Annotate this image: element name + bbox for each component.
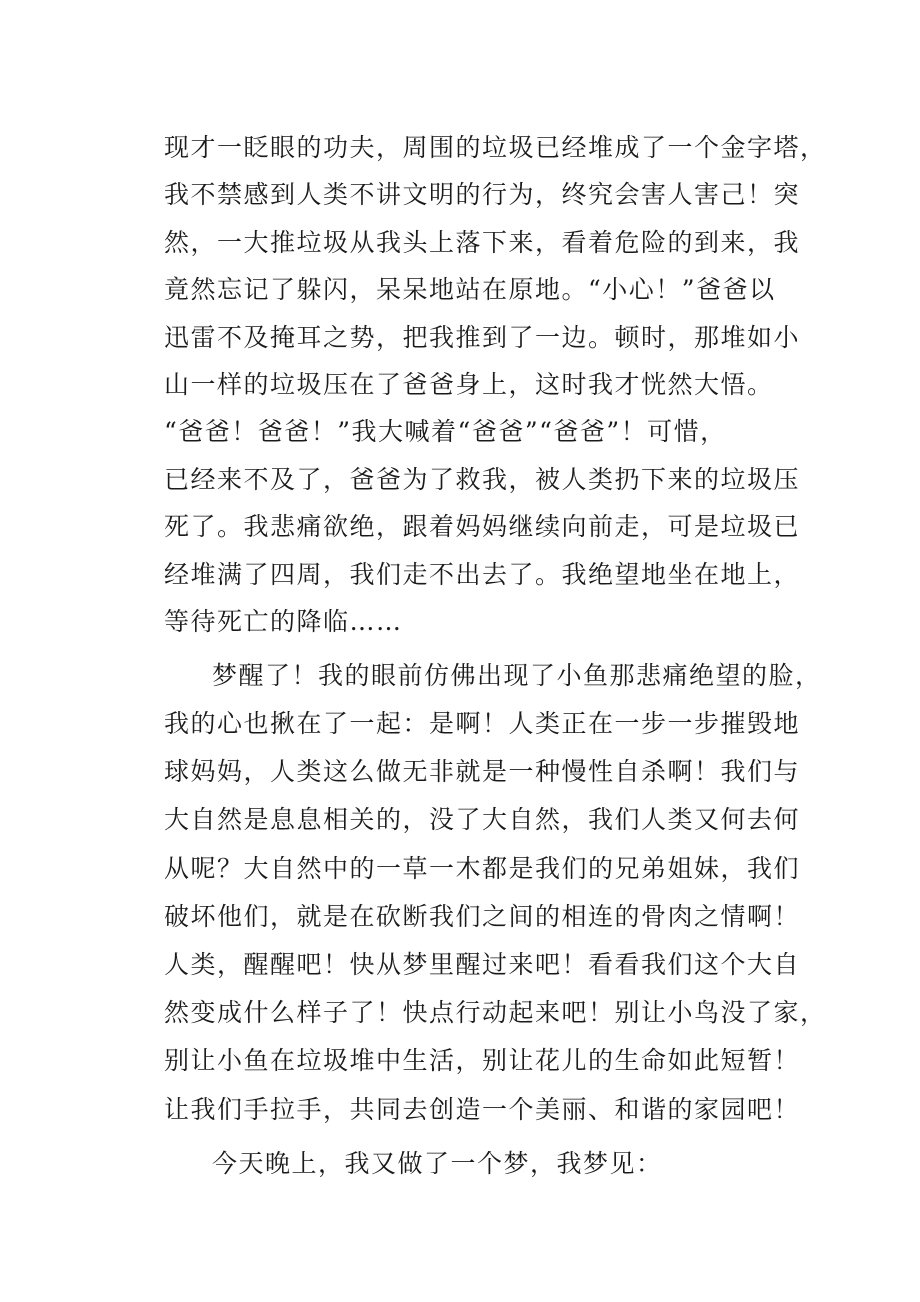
text-line: 现才一眨眼的功夫，周围的垃圾已经堆成了一个金字塔，	[164, 133, 827, 162]
text-line: 球妈妈，人类这么做无非就是一种慢性自杀啊！我们与	[164, 757, 801, 786]
text-line: 我不禁感到人类不讲文明的行为，终究会害人害己！突	[164, 180, 801, 209]
text-line: 死了。我悲痛欲绝，跟着妈妈继续向前走，可是垃圾已	[164, 512, 801, 541]
paragraph-first-line: 梦醒了！我的眼前仿佛出现了小鱼那悲痛绝望的脸，	[212, 661, 822, 690]
paragraph-first-line: 今天晚上，我又做了一个梦，我梦见：	[212, 1149, 663, 1178]
text-line: 然变成什么样子了！快点行动起来吧！别让小鸟没了家，	[164, 998, 827, 1027]
text-line: 大自然是息息相关的，没了大自然，我们人类又何去何	[164, 805, 801, 834]
text-line: 让我们手拉手，共同去创造一个美丽、和谐的家园吧！	[164, 1095, 801, 1124]
text-line: 人类，醒醒吧！快从梦里醒过来吧！看看我们这个大自	[164, 950, 801, 979]
text-line: 我的心也揪在了一起：是啊！人类正在一步一步摧毁地	[164, 709, 801, 738]
text-line: 然，一大推垃圾从我头上落下来，看着危险的到来，我	[164, 228, 801, 257]
text-line: 竟然忘记了躲闪，呆呆地站在原地。“小心！”爸爸以	[164, 275, 776, 304]
text-line: 山一样的垃圾压在了爸爸身上，这时我才恍然大悟。	[164, 370, 774, 399]
text-line: 经堆满了四周，我们走不出去了。我绝望地坐在地上，	[164, 560, 801, 589]
text-line: “爸爸！爸爸！”我大喊着“爸爸”“爸爸”！可惜，	[164, 417, 727, 446]
text-line: 等待死亡的降临……	[164, 607, 403, 636]
text-line: 从呢？大自然中的一草一木都是我们的兄弟姐妹，我们	[164, 854, 801, 883]
text-line: 别让小鱼在垃圾堆中生活，别让花儿的生命如此短暂！	[164, 1046, 801, 1075]
text-line: 已经来不及了，爸爸为了救我，被人类扔下来的垃圾压	[164, 465, 801, 494]
text-line: 迅雷不及掩耳之势，把我推到了一边。顿时，那堆如小	[164, 323, 801, 352]
text-line: 破坏他们，就是在砍断我们之间的相连的骨肉之情啊！	[164, 902, 801, 931]
